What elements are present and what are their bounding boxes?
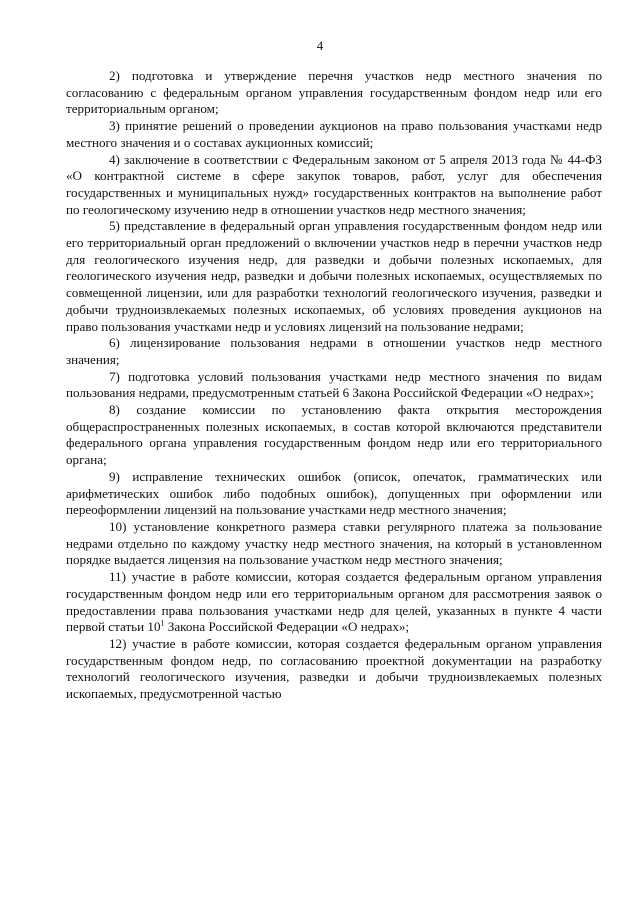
paragraph-item-11-text: 11) участие в работе комиссии, которая создается федеральным органом управления государственным фондом недр или его территориальным органом для рассмотрения заявок о предоставлении права пользования участками недр для целей, указанных в пункте 4 части первой статьи 10 <box>66 569 602 635</box>
paragraph-item-4: 4) заключение в соответствии с Федеральным законом от 5 апреля 2013 года № 44-ФЗ «О контрактной системе в сфере закупок товаров, работ, услуг для обеспечения государственных и муниципальных нужд» государственных контрактов на выполнение работ по геологическому изучению недр в отношении участков недр местного значения; <box>66 151 602 217</box>
paragraph-item-10: 10) установление конкретного размера ставки регулярного платежа за пользование недрами отдельно по каждому участку недр местного значения, на который в установленном порядке выдается лицензия на пользование участком недр местного значения; <box>66 518 602 568</box>
paragraph-item-6: 6) лицензирование пользования недрами в отношении участков недр местного значения; <box>66 335 602 367</box>
paragraph-item-11 <box>66 569 602 636</box>
paragraph-item-5: 5) представление в федеральный орган управления государственным фондом недр или его территориальный орган предложений о включении участков недр в перечни участков недр для геологического изучения недр, для разведки и добычи полезных ископаемых, для геологического изучения недр, разведки и добычи полезных ископаемых, осуществляемых по совмещенной лицензии, или для разработки технологий геологического изучения, разведки и добычи трудноизвлекаемых полезных ископаемых, об условиях проведения аукционов на право пользования участками недр и условиях лицензий на пользование недрами; <box>66 218 602 334</box>
paragraph-item-3: 3) принятие решений о проведении аукционов на право пользования участками недр местного значения и о составах аукционных комиссий; <box>66 118 602 150</box>
document-body <box>66 68 602 703</box>
paragraph-item-2: 2) подготовка и утверждение перечня участков недр местного значения по согласованию с федеральным органом управления государственным фондом недр или его территориальным органом; <box>66 68 602 117</box>
article-10-1-superscript: 1 <box>160 618 165 628</box>
paragraph-item-9: 9) исправление технических ошибок (описок, опечаток, грамматических или арифметических ошибок либо подобных ошибок), допущенных при оформлении или переоформлении лицензий на пользование участками недр местного значения; <box>66 468 602 518</box>
page-number: 4 <box>316 38 324 53</box>
paragraph-item-8: 8) создание комиссии по установлению факта открытия месторождения общераспространенных полезных ископаемых, в состав которой включаются представители федерального органа управления государственным фондом недр или его территориального органа; <box>66 402 602 468</box>
paragraph-item-12: 12) участие в работе комиссии, которая создается федеральным органом управления государственным фондом недр, по согласованию проектной документации на разработку технологий геологического изучения, разведки и добычи трудноизвлекаемых полезных ископаемых, предусмотренной частью <box>66 635 602 702</box>
paragraph-item-7: 7) подготовка условий пользования участками недр местного значения по видам пользования недрами, предусмотренным статьей 6 Закона Российской Федерации «О недрах»; <box>66 368 602 401</box>
paragraph-item-11-text-end: Закона Российской Федерации «О недрах»; <box>164 619 410 635</box>
